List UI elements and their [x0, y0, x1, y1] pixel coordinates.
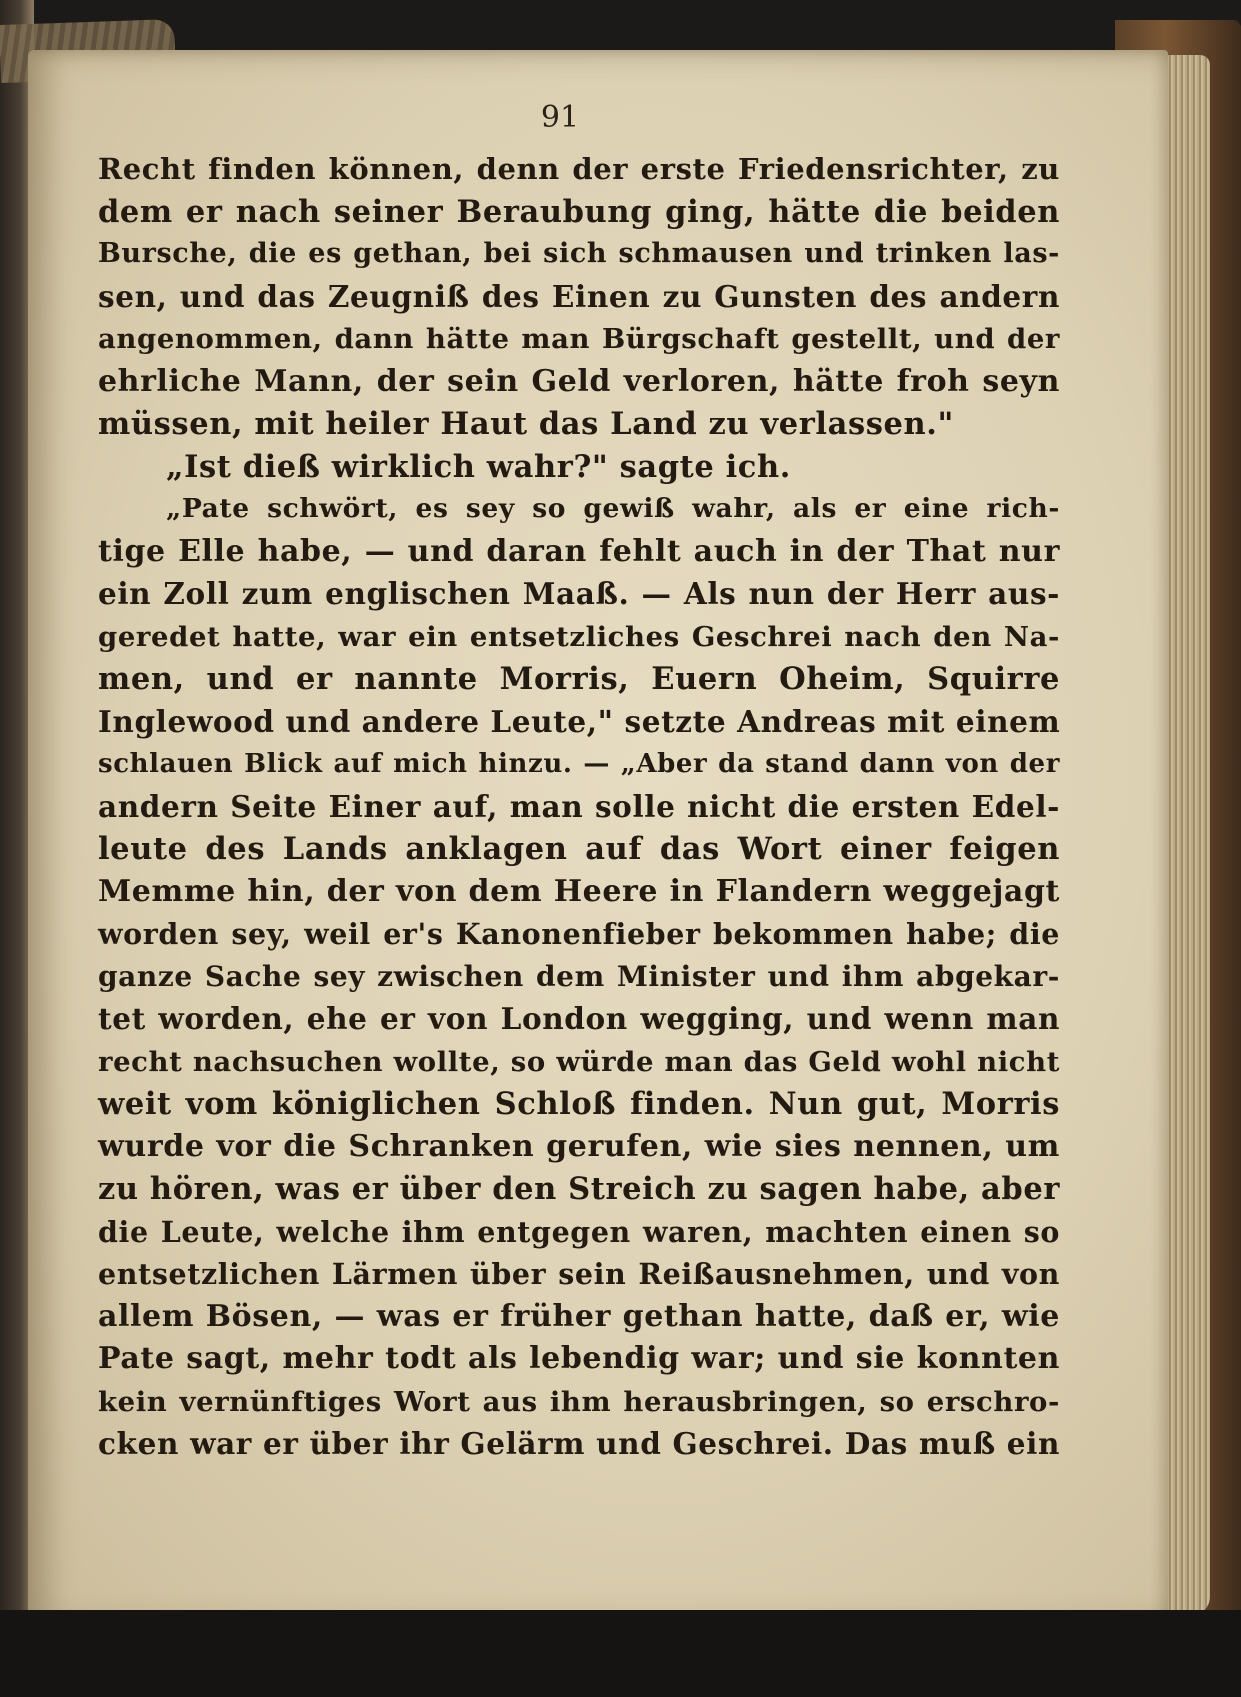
text-line: weit vom königlichen Schloß finden. Nun gut, Morris — [98, 1086, 1060, 1122]
text-line: zu hören, was er über den Streich zu sagen habe, aber — [98, 1171, 1060, 1207]
text-line: tet worden, ehe er von London wegging, und wenn man — [98, 1001, 1060, 1036]
text-line: ganze Sache sey zwischen dem Minister und ihm abgekar- — [98, 959, 1060, 993]
text-line: Bursche, die es gethan, bei sich schmausen und trinken las- — [98, 238, 1060, 269]
text-line: müssen, mit heiler Haut das Land zu verlassen." — [98, 406, 954, 442]
text-line: recht nachsuchen wollte, so würde man das Geld wohl nicht — [98, 1045, 1060, 1078]
bottom-shadow — [0, 1610, 1241, 1697]
text-line: ein Zoll zum englischen Maaß. — Als nun der Herr aus- — [98, 576, 1060, 611]
text-line: Recht finden können, denn der erste Friedensrichter, zu — [98, 152, 1060, 186]
text-line: schlauen Blick auf mich hinzu. — „Aber da stand dann von der — [98, 749, 1060, 779]
text-line: Memme hin, der von dem Heere in Flandern weggejagt — [98, 873, 1060, 909]
text-line: men, und er nannte Morris, Euern Oheim, Squirre — [98, 661, 1060, 697]
text-line: tige Elle habe, — und daran fehlt auch in der That nur — [98, 533, 1060, 569]
text-line: Pate sagt, mehr todt als lebendig war; und sie konnten — [98, 1341, 1060, 1376]
page-number: 91 — [540, 100, 580, 135]
text-line: angenommen, dann hätte man Bürgschaft gestellt, und der — [98, 323, 1060, 355]
text-line: „Pate schwört, es sey so gewiß wahr, als er eine rich- — [166, 493, 1060, 524]
text-line: ehrliche Mann, der sein Geld verloren, hätte froh seyn — [98, 363, 1060, 399]
text-line: sen, und das Zeugniß des Einen zu Gunsten des andern — [98, 278, 1060, 314]
text-block — [98, 148, 1060, 1466]
text-line: kein vernünftiges Wort aus ihm herausbringen, so erschro- — [98, 1385, 1060, 1418]
text-line: worden sey, weil er's Kanonenfieber bekommen habe; die — [98, 917, 1060, 951]
text-line: cken war er über ihr Gelärm und Geschrei. Das muß ein — [98, 1426, 1060, 1461]
text-line: „Ist dieß wirklich wahr?" sagte ich. — [166, 448, 791, 485]
text-line: die Leute, welche ihm entgegen waren, machten einen so — [98, 1214, 1060, 1249]
text-line: entsetzlichen Lärmen über sein Reißausnehmen, und von — [98, 1257, 1060, 1291]
text-line: wurde vor die Schranken gerufen, wie sies nennen, um — [98, 1128, 1060, 1164]
text-line: Inglewood und andere Leute," setzte Andreas mit einem — [98, 703, 1061, 739]
text-line: allem Bösen, — was er früher gethan hatte, daß er, wie — [98, 1298, 1060, 1334]
text-line: andern Seite Einer auf, man solle nicht die ersten Edel- — [98, 788, 1060, 824]
text-line: dem er nach seiner Beraubung ging, hätte die beiden — [98, 193, 1060, 230]
text-line: geredet hatte, war ein entsetzliches Geschrei nach den Na- — [98, 620, 1060, 653]
text-line: leute des Lands anklagen auf das Wort einer feigen — [98, 831, 1060, 867]
